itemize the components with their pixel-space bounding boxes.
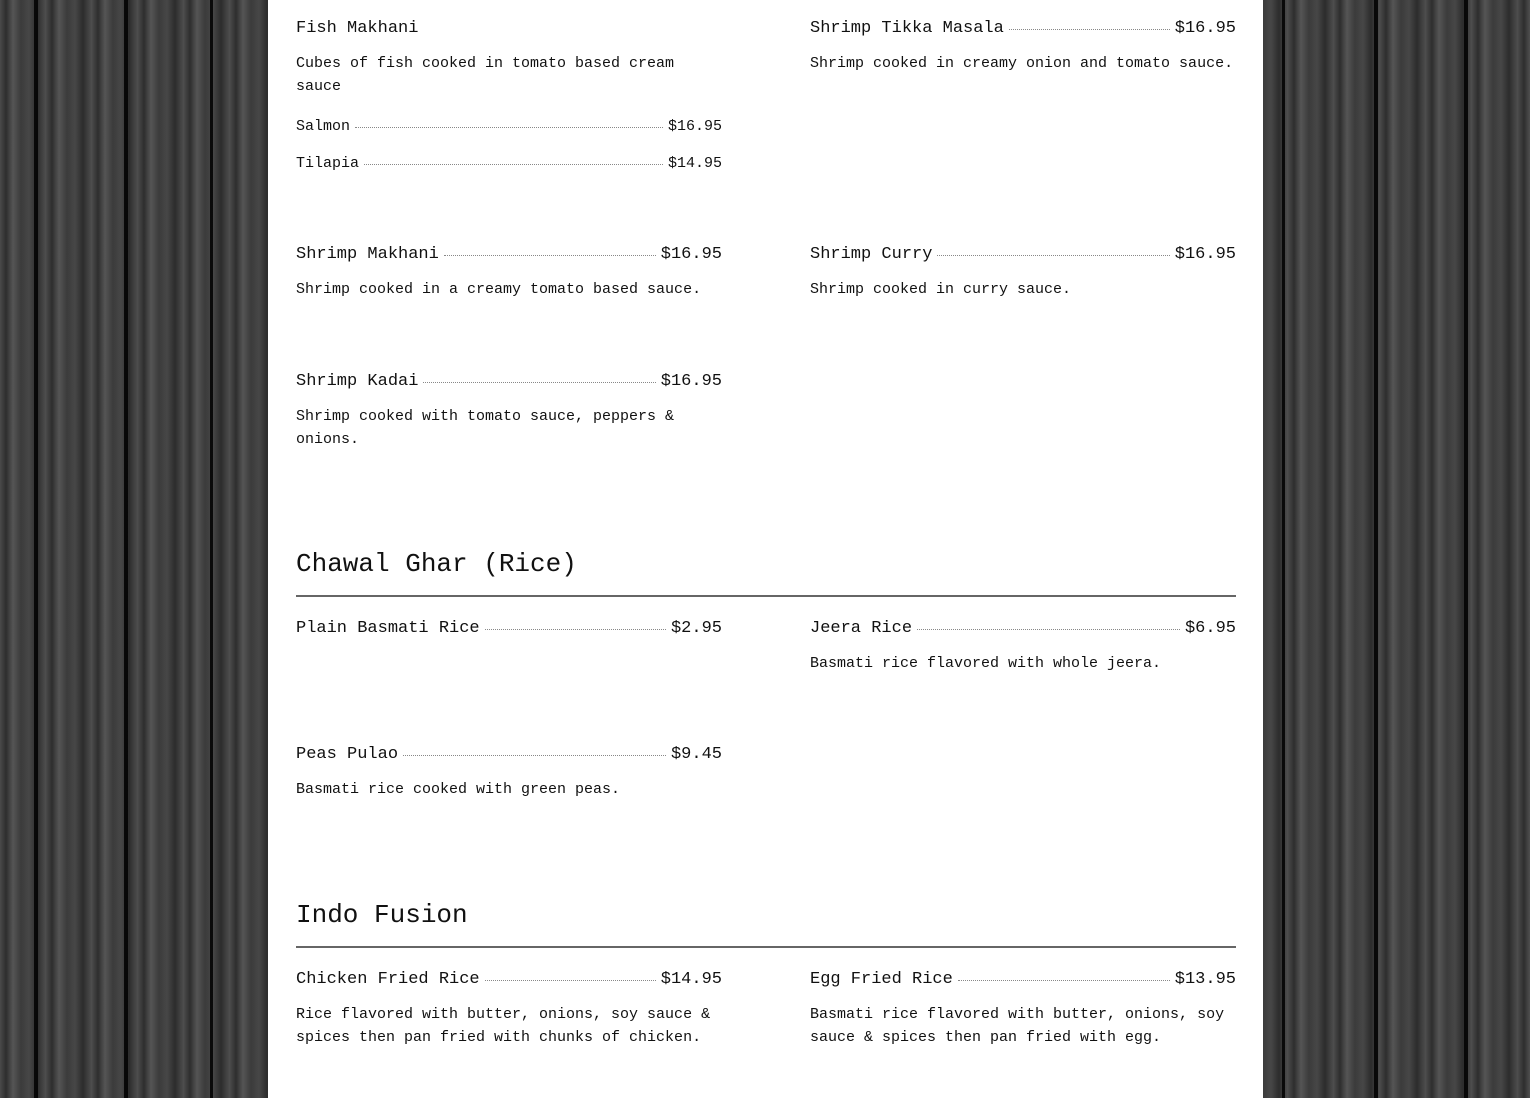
leader-dots [958, 980, 1170, 981]
menu-item-header [296, 372, 722, 392]
leader-dots [444, 255, 656, 256]
menu-item-header [810, 245, 1236, 265]
menu-item [810, 19, 1236, 76]
leader-dots [485, 980, 656, 981]
menu-item-description: Shrimp cooked in a creamy tomato based sauce. [296, 281, 702, 298]
menu-item-description: Cubes of fish cooked in tomato based cream sauce [296, 55, 675, 95]
menu-item-price: $6.95 [1184, 619, 1236, 638]
menu-item-description: Shrimp cooked in curry sauce. [810, 281, 1072, 298]
menu-item-price: $16.95 [660, 372, 722, 391]
menu-item-name: Egg Fried Rice [810, 970, 953, 989]
menu-item-header [810, 970, 1236, 990]
menu-item-header [296, 619, 722, 639]
menu-item-name: Shrimp Tikka Masala [810, 19, 1004, 38]
menu-item-header [296, 745, 722, 765]
menu-item-name: Fish Makhani [296, 19, 419, 38]
leader-dots [917, 629, 1180, 630]
menu-item [296, 19, 722, 98]
menu-item-price: $16.95 [1174, 19, 1236, 38]
menu-item-header [296, 19, 722, 39]
menu-item-description: Shrimp cooked in creamy onion and tomato sauce. [810, 55, 1234, 72]
section-title: Chawal Ghar (Rice) [296, 549, 577, 579]
menu-item-name: Peas Pulao [296, 745, 399, 764]
menu-item-name: Shrimp Kadai [296, 372, 419, 391]
option-price: $16.95 [667, 118, 722, 135]
menu-item-name: Plain Basmati Rice [296, 619, 480, 638]
menu-item-price: $9.45 [670, 745, 722, 764]
menu-item-description: Rice flavored with butter, onions, soy sauce & spices then pan fried with chunks of chicken. [296, 1006, 711, 1046]
leader-dots [364, 164, 663, 165]
leader-dots [485, 629, 666, 630]
menu-item-header [810, 619, 1236, 639]
leader-dots [1009, 29, 1170, 30]
menu-item-name: Chicken Fried Rice [296, 970, 480, 989]
menu-item [810, 245, 1236, 302]
menu-item [296, 970, 722, 1049]
menu-item-description: Basmati rice flavored with butter, onions, soy sauce & spices then pan fried with egg. [810, 1006, 1225, 1046]
menu-item-price: $13.95 [1174, 970, 1236, 989]
menu-item-header [296, 245, 722, 265]
menu-item-header [296, 970, 722, 990]
menu-item [296, 745, 722, 802]
menu-item-description: Basmati rice flavored with whole jeera. [810, 655, 1162, 672]
menu-panel [268, 0, 1263, 1098]
menu-item-description: Basmati rice cooked with green peas. [296, 781, 621, 798]
menu-item-price: $14.95 [660, 970, 722, 989]
option-price: $14.95 [667, 155, 722, 172]
menu-item-name: Jeera Rice [810, 619, 913, 638]
section-divider [296, 946, 1236, 948]
menu-item [296, 245, 722, 302]
leader-dots [937, 255, 1169, 256]
menu-item-price: $16.95 [1174, 245, 1236, 264]
menu-item-name: Shrimp Curry [810, 245, 933, 264]
leader-dots [403, 755, 666, 756]
leader-dots [355, 127, 663, 128]
option-name: Salmon [296, 118, 351, 135]
menu-item-header [810, 19, 1236, 39]
menu-item [296, 619, 722, 639]
menu-item [810, 619, 1236, 676]
menu-item [810, 970, 1236, 1049]
menu-item-description: Shrimp cooked with tomato sauce, peppers & onions. [296, 408, 675, 448]
menu-item-price: $16.95 [660, 245, 722, 264]
option-name: Tilapia [296, 155, 360, 172]
section-divider [296, 595, 1236, 597]
section-title: Indo Fusion [296, 900, 468, 930]
menu-item-option [296, 118, 722, 136]
menu-item [296, 372, 722, 451]
leader-dots [423, 382, 655, 383]
menu-item-price: $2.95 [670, 619, 722, 638]
menu-item-name: Shrimp Makhani [296, 245, 439, 264]
menu-item-option [296, 155, 722, 173]
